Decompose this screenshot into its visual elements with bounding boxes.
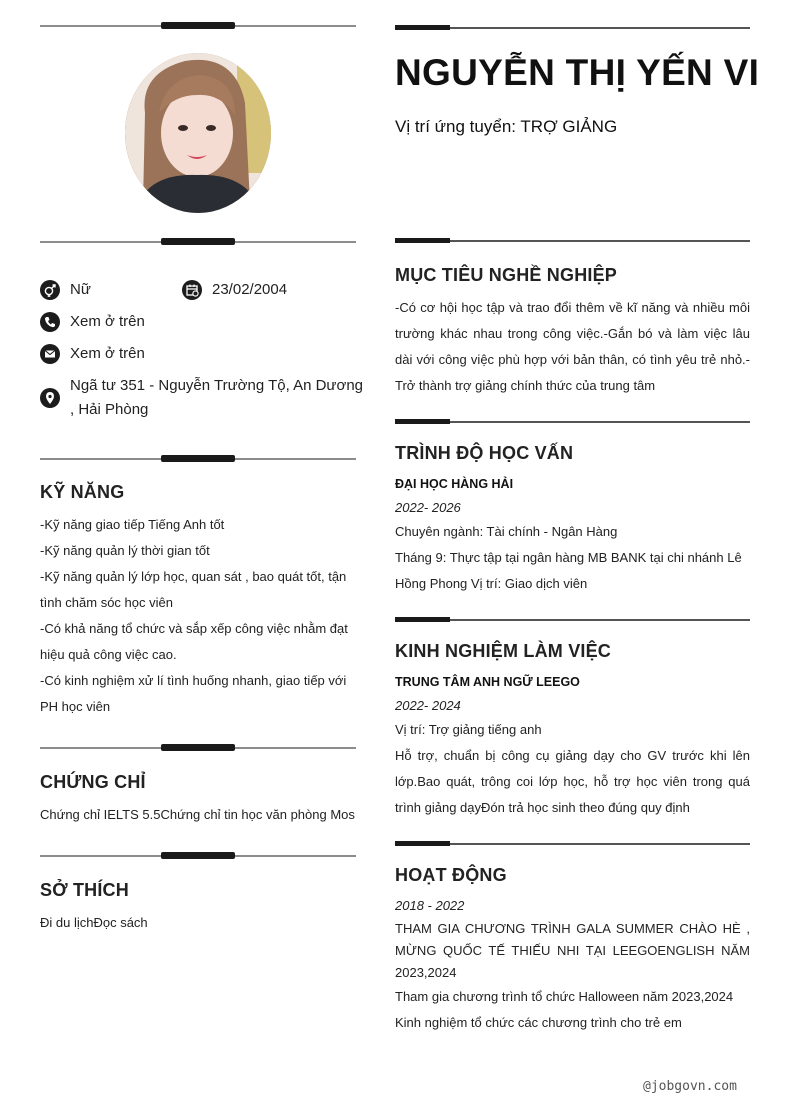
skill-line: -Kỹ năng quản lý thời gian tốt bbox=[40, 543, 210, 558]
divider bbox=[40, 852, 356, 860]
activities-title: HOẠT ĐỘNG bbox=[395, 865, 507, 885]
location-pin-icon bbox=[40, 388, 60, 408]
divider bbox=[395, 617, 750, 623]
avatar bbox=[125, 53, 271, 213]
activity-item: Tham gia chương trình tổ chức Halloween năm 2023,2024 bbox=[395, 989, 734, 1004]
activities-period: 2018 - 2022 bbox=[395, 898, 465, 913]
divider bbox=[395, 841, 750, 847]
experience-title: KINH NGHIỆM LÀM VIỆC bbox=[395, 641, 612, 661]
calendar-icon bbox=[182, 280, 202, 300]
birthday-value: 23/02/2004 bbox=[212, 281, 288, 298]
skill-line: PH học viên bbox=[40, 699, 111, 714]
divider bbox=[40, 744, 356, 752]
skill-line: tình chăm sóc học viên bbox=[40, 595, 173, 610]
position-value: TRỢ GIẢNG bbox=[520, 117, 618, 136]
mail-icon bbox=[40, 344, 60, 364]
experience-detail: Hỗ trợ, chuẩn bị công cụ giảng dạy cho GV trước khi lên lớp.Bao quát, trông coi lớp học, hỗ trợ học viên trong quá trình giảng dạyĐón trả học sinh theo đúng quy định bbox=[395, 748, 750, 815]
activities-body bbox=[395, 894, 750, 1036]
divider bbox=[40, 22, 356, 30]
skill-line: -Kỹ năng giao tiếp Tiếng Anh tốt bbox=[40, 517, 225, 532]
activity-item: THAM GIA CHƯƠNG TRÌNH GALA SUMMER CHÀO HÈ , MỪNG QUỐC TẾ THIẾU NHI TẠI LEEGOENGLISH NĂM 2023,2024 bbox=[395, 921, 750, 980]
hobbies-text: Đi du lịchĐọc sách bbox=[40, 915, 148, 930]
divider bbox=[40, 238, 356, 246]
skills-list bbox=[40, 512, 356, 720]
certificates-text: Chứng chỉ IELTS 5.5Chứng chỉ tin học văn phòng Mos bbox=[40, 807, 355, 822]
objective-title: MỤC TIÊU NGHỀ NGHIỆP bbox=[395, 265, 618, 285]
position-label: Vị trí ứng tuyển: bbox=[395, 117, 516, 136]
divider bbox=[395, 238, 750, 244]
company-name: TRUNG TÂM ANH NGỮ LEEGO bbox=[395, 675, 580, 689]
experience-role: Vị trí: Trợ giảng tiếng anh bbox=[395, 722, 542, 737]
school-name: ĐẠI HỌC HÀNG HẢI bbox=[395, 477, 514, 491]
activity-item: Kinh nghiệm tổ chức các chương trình cho trẻ em bbox=[395, 1015, 682, 1030]
phone-icon bbox=[40, 312, 60, 332]
education-body bbox=[395, 471, 750, 597]
certificates-title: CHỨNG CHỈ bbox=[40, 772, 146, 792]
watermark: @jobgovn.com bbox=[643, 1079, 737, 1094]
address-line2: , Hải Phòng bbox=[70, 401, 149, 418]
gender-value: Nữ bbox=[70, 281, 91, 298]
skill-line: -Kỹ năng quản lý lớp học, quan sát , bao quát tốt, tận bbox=[40, 569, 347, 584]
phone-value: Xem ở trên bbox=[70, 313, 145, 330]
education-period: 2022- 2026 bbox=[395, 500, 461, 515]
objective-text: -Có cơ hội học tập và trao đổi thêm về kĩ năng và nhiều môi trường khác nhau trong công việc.-Gắn bó và làm việc lâu dài với công việc phù hợp với bản thân, có tình yêu trẻ nhỏ.-Trở thành trợ giảng chính thức của trung tâm bbox=[395, 300, 750, 393]
skill-line: -Có khả năng tổ chức và sắp xếp công việc nhằm đạt bbox=[40, 621, 348, 636]
education-major: Chuyên ngành: Tài chính - Ngân Hàng bbox=[395, 524, 618, 539]
hobbies-title: SỞ THÍCH bbox=[40, 880, 129, 900]
skill-line: -Có kinh nghiệm xử lí tình huống nhanh, giao tiếp với bbox=[40, 673, 347, 688]
divider bbox=[395, 25, 750, 31]
experience-body bbox=[395, 669, 750, 821]
address-line1: Ngã tư 351 - Nguyễn Trường Tộ, An Dương bbox=[70, 377, 363, 394]
experience-period: 2022- 2024 bbox=[395, 698, 461, 713]
candidate-name: NGUYỄN THỊ YẾN VI bbox=[395, 52, 760, 93]
skills-title: KỸ NĂNG bbox=[40, 482, 125, 502]
skill-line: hiệu quả công việc cao. bbox=[40, 647, 177, 662]
gender-icon bbox=[40, 280, 60, 300]
email-value: Xem ở trên bbox=[70, 345, 145, 362]
education-title: TRÌNH ĐỘ HỌC VẤN bbox=[395, 443, 574, 463]
divider bbox=[40, 455, 356, 463]
position-applied bbox=[395, 117, 617, 137]
divider bbox=[395, 419, 750, 425]
education-detail: Tháng 9: Thực tập tại ngân hàng MB BANK tại chi nhánh Lê Hồng Phong Vị trí: Giao dịch viên bbox=[395, 550, 742, 591]
